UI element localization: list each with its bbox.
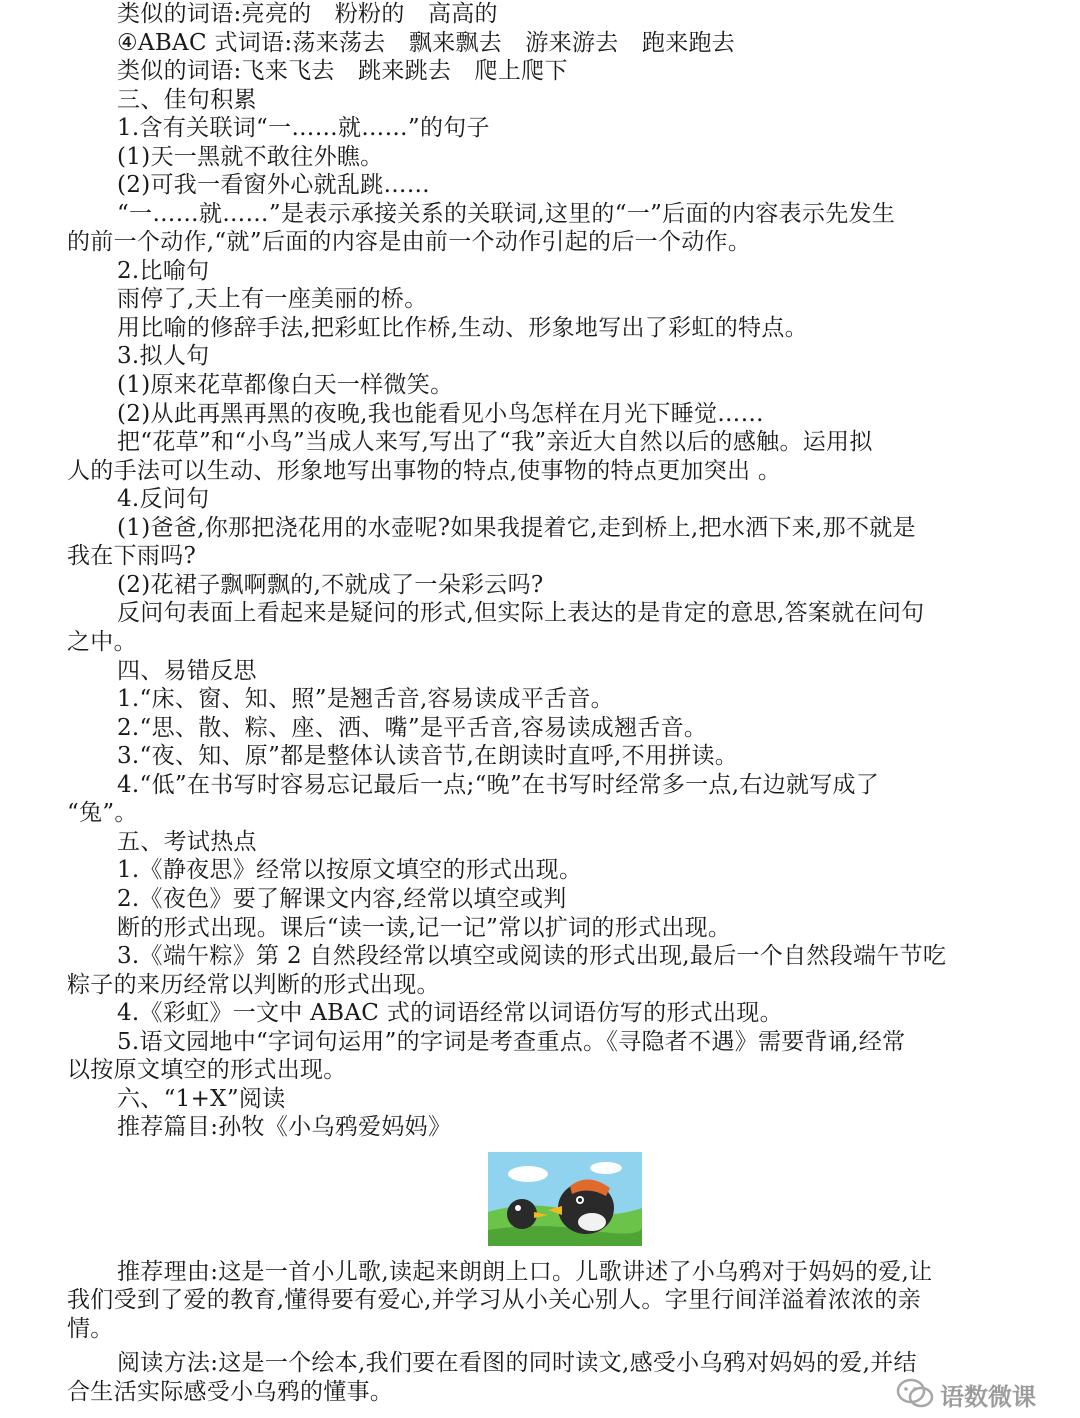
text-line: 我们受到了爱的教育,懂得要有爱心,并学习从小关心别人。字里行间洋溢着浓浓的亲 <box>67 1287 922 1313</box>
text-line: 类似的词语:飞来飞去 跳来跳去 爬上爬下 <box>117 58 568 84</box>
watermark <box>896 1374 1036 1414</box>
text-line: 阅读方法:这是一个绘本,我们要在看图的同时读文,感受小乌鸦对妈妈的爱,并结 <box>117 1350 917 1376</box>
text-line: 人的手法可以生动、形象地写出事物的特点,使事物的特点更加突出 。 <box>67 458 782 484</box>
text-line: 3.“夜、知、原”都是整体认读音节,在朗读时直呼,不用拼读。 <box>117 743 739 769</box>
subheading: 3.拟人句 <box>117 343 210 369</box>
text-line: (2)花裙子飘啊飘的,不就成了一朵彩云吗? <box>117 572 544 598</box>
text-line: 类似的词语:亮亮的 粉粉的 高高的 <box>117 1 498 27</box>
text-line: 断的形式出现。课后“读一读,记一记”常以扩词的形式出现。 <box>117 915 732 941</box>
crow-illustration <box>488 1152 642 1246</box>
text-line: 4.《彩虹》一文中 ABAC 式的词语经常以词语仿写的形式出现。 <box>117 1000 783 1026</box>
text-line: (1)天一黑就不敢往外瞧。 <box>117 144 384 170</box>
section-heading: 五、考试热点 <box>117 829 257 855</box>
text-line: 2.“思、散、粽、座、洒、嘴”是平舌音,容易读成翘舌音。 <box>117 715 708 741</box>
section-heading: 四、易错反思 <box>117 658 257 684</box>
text-line: 粽子的来历经常以判断的形式出现。 <box>67 972 440 998</box>
section-heading: 六、“1+X”阅读 <box>117 1086 286 1112</box>
text-line: 4.“低”在书写时容易忘记最后一点;“晚”在书写时经常多一点,右边就写成了 <box>117 772 880 798</box>
text-line: 5.语文园地中“字词句运用”的字词是考查重点。《寻隐者不遇》需要背诵,经常 <box>117 1029 906 1055</box>
chat-bubble-icon <box>896 1377 934 1411</box>
text-line: 雨停了,天上有一座美丽的桥。 <box>117 286 428 312</box>
text-line: 3.《端午粽》第 2 自然段经常以填空或阅读的形式出现,最后一个自然段端午节吃 <box>117 943 947 969</box>
text-line: (1)爸爸,你那把浇花用的水壶呢?如果我提着它,走到桥上,把水洒下来,那不就是 <box>117 515 916 541</box>
text-line: 合生活实际感受小乌鸦的懂事。 <box>67 1379 394 1405</box>
text-line: 2.《夜色》要了解课文内容,经常以填空或判 <box>117 886 567 912</box>
text-line: (2)从此再黑再黑的夜晚,我也能看见小鸟怎样在月光下睡觉…… <box>117 401 764 427</box>
text-line: “一……就……”是表示承接关系的关联词,这里的“一”后面的内容表示先发生 <box>117 201 896 227</box>
text-line: (1)原来花草都像白天一样微笑。 <box>117 372 454 398</box>
text-line: 用比喻的修辞手法,把彩虹比作桥,生动、形象地写出了彩虹的特点。 <box>117 315 808 341</box>
text-line: 我在下雨吗? <box>67 543 197 569</box>
text-line: (2)可我一看窗外心就乱跳…… <box>117 172 431 198</box>
text-line: 把“花草”和“小鸟”当成人来写,写出了“我”亲近大自然以后的感触。运用拟 <box>117 429 873 455</box>
watermark-label: 语数微课 <box>940 1382 1036 1411</box>
text-line: 反问句表面上看起来是疑问的形式,但实际上表达的是肯定的意思,答案就在问句 <box>117 600 925 626</box>
subheading: 4.反问句 <box>117 486 210 512</box>
text-line: ④ABAC 式词语:荡来荡去 飘来飘去 游来游去 跑来跑去 <box>117 30 736 56</box>
section-heading: 三、佳句积累 <box>117 87 257 113</box>
text-line: 1.“床、窗、知、照”是翘舌音,容易读成平舌音。 <box>117 686 614 712</box>
text-line: 1.《静夜思》经常以按原文填空的形式出现。 <box>117 857 583 883</box>
subheading: 2.比喻句 <box>117 258 210 284</box>
text-line: “兔”。 <box>67 800 138 826</box>
text-line: 推荐理由:这是一首小儿歌,读起来朗朗上口。儿歌讲述了小乌鸦对于妈妈的爱,让 <box>117 1259 933 1285</box>
text-line: 以按原文填空的形式出现。 <box>67 1057 347 1083</box>
text-line: 情。 <box>67 1316 114 1342</box>
text-line: 之中。 <box>67 629 137 655</box>
subheading: 1.含有关联词“一……就……”的句子 <box>117 115 490 141</box>
text-line: 的前一个动作,“就”后面的内容是由前一个动作引起的后一个动作。 <box>67 229 752 255</box>
text-line: 推荐篇目:孙牧《小乌鸦爱妈妈》 <box>117 1114 452 1140</box>
